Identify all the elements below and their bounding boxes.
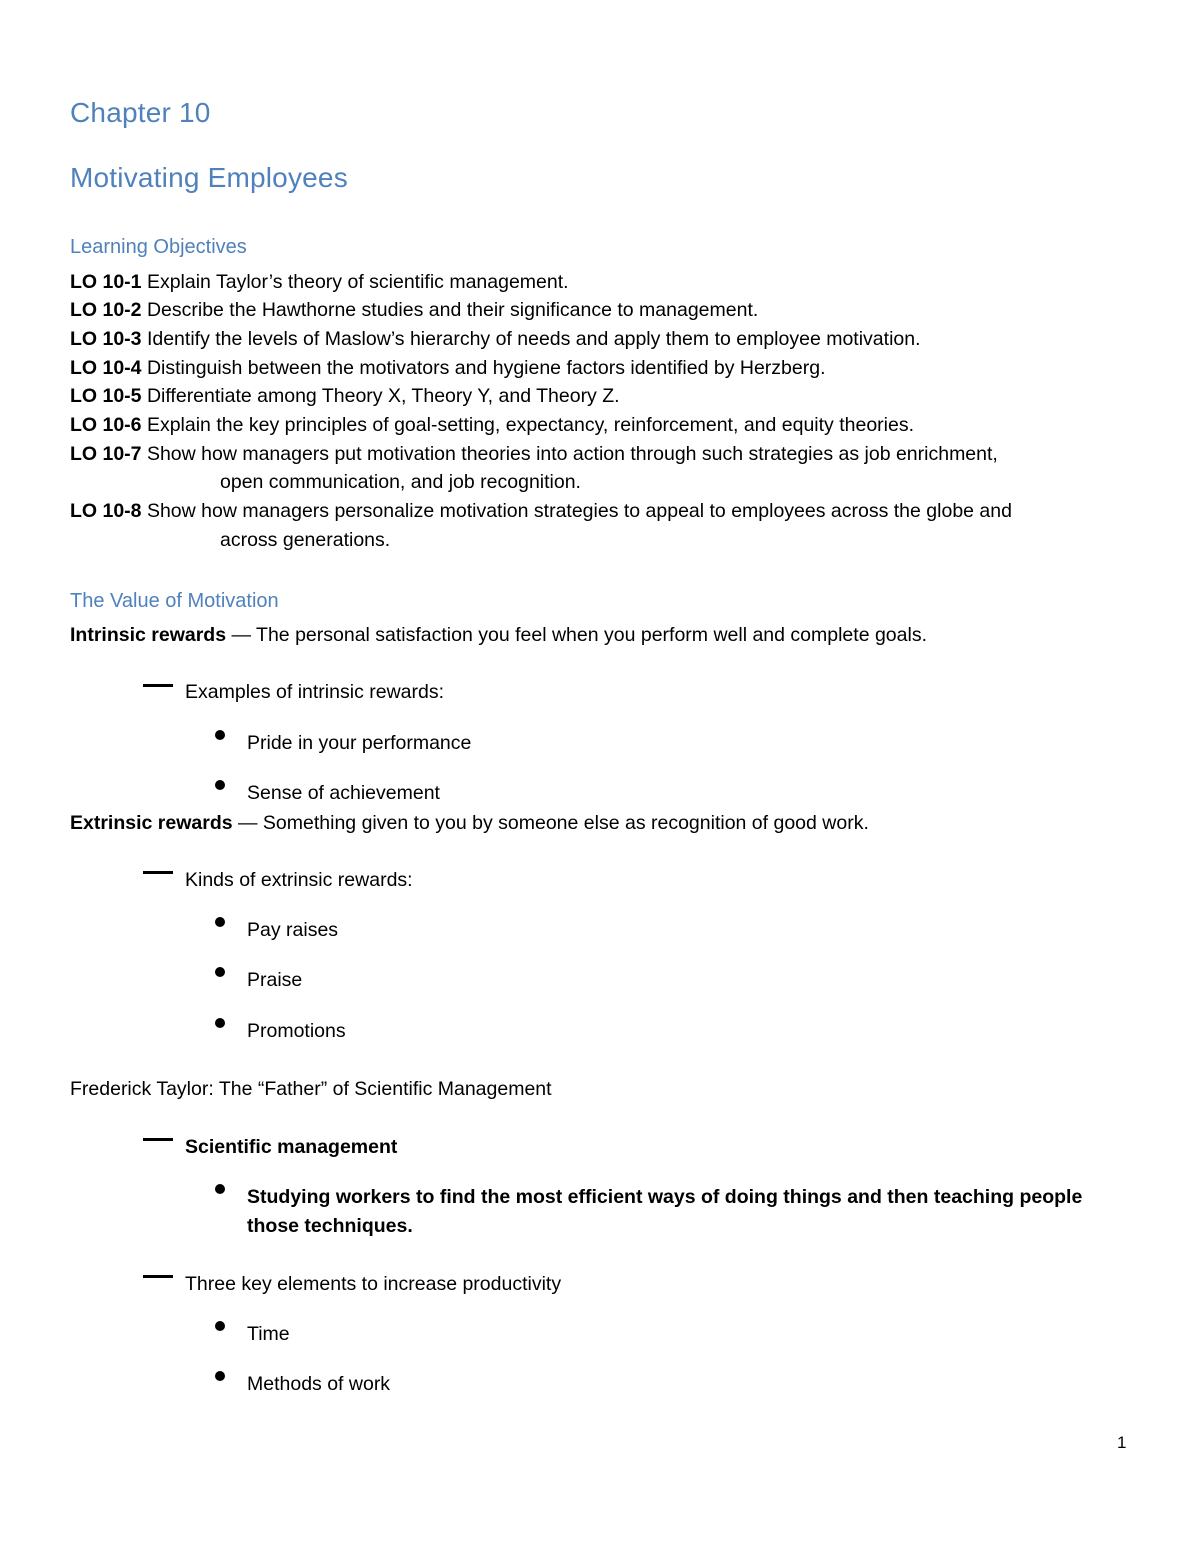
- list-item: Methods of work: [247, 1373, 391, 1395]
- bullet-icon: [215, 730, 225, 740]
- objective-item-continuation: across generations.: [220, 529, 391, 551]
- value-of-motivation-heading: The Value of Motivation: [70, 590, 279, 612]
- key-elements-label: Three key elements to increase productivity: [185, 1273, 562, 1295]
- bullet-icon: [215, 1184, 225, 1194]
- bullet-icon: [215, 1321, 225, 1331]
- extrinsic-rewards-definition: Extrinsic rewards — Something given to you by someone else as recognition of good work.: [70, 812, 869, 834]
- chapter-title: Motivating Employees: [70, 162, 348, 193]
- dash-bullet-icon: [143, 1275, 173, 1278]
- objective-item: LO 10-6 Explain the key principles of goal-setting, expectancy, reinforcement, and equity theories.: [70, 414, 915, 436]
- objective-item: LO 10-8 Show how managers personalize motivation strategies to appeal to employees across the globe and: [70, 500, 1012, 522]
- bullet-icon: [215, 967, 225, 977]
- objective-item: LO 10-7 Show how managers put motivation theories into action through such strategies as job enrichment,: [70, 443, 998, 465]
- list-item: Promotions: [247, 1020, 346, 1042]
- scientific-management-description: Studying workers to find the most efficient ways of doing things and then teaching people: [247, 1186, 1083, 1208]
- dash-bullet-icon: [143, 684, 173, 687]
- page-number: 1: [1117, 1433, 1127, 1452]
- objective-item: LO 10-2 Describe the Hawthorne studies and their significance to management.: [70, 299, 759, 321]
- taylor-heading: Frederick Taylor: The “Father” of Scientific Management: [70, 1078, 552, 1100]
- objective-item: LO 10-3 Identify the levels of Maslow’s hierarchy of needs and apply them to employee motivation.: [70, 328, 921, 350]
- bullet-icon: [215, 780, 225, 790]
- list-item: Praise: [247, 969, 303, 991]
- objective-item: LO 10-4 Distinguish between the motivators and hygiene factors identified by Herzberg.: [70, 357, 826, 379]
- list-item: Sense of achievement: [247, 782, 440, 804]
- intrinsic-examples-label: Examples of intrinsic rewards:: [185, 681, 445, 703]
- list-item: Pride in your performance: [247, 732, 472, 754]
- intrinsic-rewards-definition: Intrinsic rewards — The personal satisfaction you feel when you perform well and complete goals.: [70, 624, 927, 646]
- extrinsic-kinds-label: Kinds of extrinsic rewards:: [185, 869, 413, 891]
- list-item: Pay raises: [247, 919, 339, 941]
- scientific-management-description-cont: those techniques.: [247, 1215, 413, 1237]
- chapter-number: Chapter 10: [70, 97, 211, 128]
- bullet-icon: [215, 917, 225, 927]
- objective-item: LO 10-1 Explain Taylor’s theory of scientific management.: [70, 271, 569, 293]
- dash-bullet-icon: [143, 871, 173, 874]
- bullet-icon: [215, 1371, 225, 1381]
- learning-objectives-heading: Learning Objectives: [70, 236, 247, 258]
- dash-bullet-icon: [143, 1138, 173, 1141]
- bullet-icon: [215, 1018, 225, 1028]
- objective-item-continuation: open communication, and job recognition.: [220, 471, 581, 493]
- objective-item: LO 10-5 Differentiate among Theory X, Theory Y, and Theory Z.: [70, 385, 620, 407]
- list-item: Time: [247, 1323, 290, 1345]
- scientific-management-label: Scientific management: [185, 1136, 398, 1158]
